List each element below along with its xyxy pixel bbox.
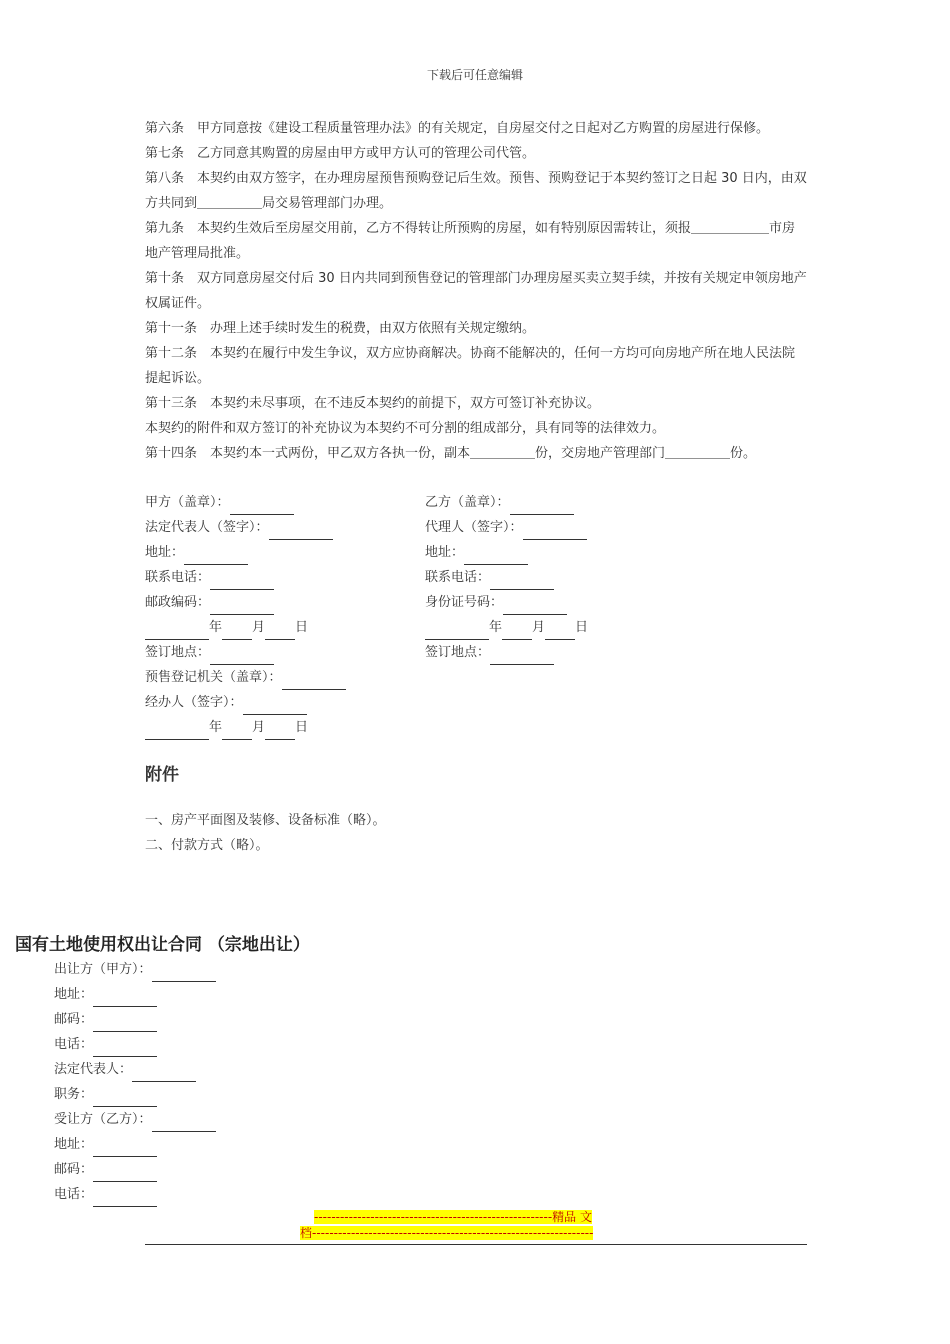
blank-line <box>93 1140 157 1157</box>
footer-divider <box>145 1244 807 1245</box>
attachment-title: 附件 <box>145 765 179 785</box>
clause-attachments-validity: 本契约的附件和双方签订的补充协议为本契约不可分割的组成部分，具有同等的法律效力。 <box>145 421 666 436</box>
blank-line <box>145 723 209 740</box>
party-b-phone: 联系电话： <box>425 565 554 590</box>
attachment-item: 二、付款方式（略）。 <box>145 838 269 853</box>
blank-line <box>152 1115 216 1132</box>
party-b-sign-place: 签订地点： <box>425 640 554 665</box>
party-a-date: 年 月 日 <box>145 615 308 640</box>
blank-line <box>152 965 216 982</box>
signature-row <box>145 665 807 690</box>
blank-line <box>93 1090 157 1107</box>
signature-row <box>145 715 807 740</box>
party-b-id-number: 身份证号码： <box>425 590 567 615</box>
party-a-sign-place: 签订地点： <box>145 640 274 665</box>
land-contract-title: 国有土地使用权出让合同 （宗地出让） <box>15 935 310 955</box>
clause-13: 第十三条 本契约未尽事项，在不违反本契约的前提下，双方可签订补充协议。 <box>145 396 601 411</box>
clause-9: 第九条 本契约生效后至房屋交用前，乙方不得转让所预购的房屋，如有特别原因需转让，须报＿＿＿＿＿＿市房地产管理局批准。 <box>145 221 796 261</box>
blank-line <box>222 723 252 740</box>
blank-line <box>93 1015 157 1032</box>
blank-line <box>222 623 252 640</box>
party-a-address: 地址： <box>145 540 248 565</box>
clause-7: 第七条 乙方同意其购置的房屋由甲方或甲方认可的管理公司代管。 <box>145 146 536 161</box>
clause-8: 第八条 本契约由双方签字，在办理房屋预售预购登记后生效。预售、预购登记于本契约签订之日起 30 日内，由双方共同到＿＿＿＿＿局交易管理部门办理。 <box>145 171 807 211</box>
party-a-postcode: 邮政编码： <box>145 590 274 615</box>
presale-registration-org: 预售登记机关（盖章）： <box>145 665 346 690</box>
blank-line <box>93 1040 157 1057</box>
blank-line <box>93 990 157 1007</box>
blank-line <box>510 498 574 515</box>
field-postcode: 邮码： <box>54 1157 216 1182</box>
blank-line <box>243 698 307 715</box>
blank-line <box>145 623 209 640</box>
party-a-legal-rep: 法定代表人（签字）： <box>145 515 333 540</box>
blank-line <box>490 648 554 665</box>
signature-row <box>145 690 807 715</box>
party-b-agent: 代理人（签字）： <box>425 515 587 540</box>
field-phone: 电话： <box>54 1182 216 1207</box>
clause-12: 第十二条 本契约在履行中发生争议，双方应协商解决。协商不能解决的，任何一方均可向房地产所在地人民法院提起诉讼。 <box>145 346 796 386</box>
contract-clauses <box>145 116 807 466</box>
clause-10: 第十条 双方同意房屋交付后 30 日内共同到预售登记的管理部门办理房屋买卖立契手续，并按有关规定申领房地产权属证件。 <box>145 271 807 311</box>
attachment-item: 一、房产平面图及装修、设备标准（略）。 <box>145 813 386 828</box>
field-phone: 电话： <box>54 1032 216 1057</box>
footer-banner-line: 档----------------------------------------------------------------- <box>300 1226 594 1240</box>
party-b-seal: 乙方（盖章）： <box>425 490 574 515</box>
party-b-date: 年 月 日 <box>425 615 588 640</box>
blank-line <box>502 623 532 640</box>
signature-row <box>145 640 807 665</box>
blank-line <box>282 673 346 690</box>
land-contract-fields <box>54 957 216 1207</box>
signature-row <box>145 490 807 515</box>
footer-banner <box>300 1209 650 1241</box>
clause-6: 第六条 甲方同意按《建设工程质量管理办法》的有关规定，自房屋交付之日起对乙方购置的房屋进行保修。 <box>145 121 770 136</box>
blank-line <box>210 598 274 615</box>
field-transferee: 受让方（乙方）： <box>54 1107 216 1132</box>
signature-row <box>145 615 807 640</box>
signature-row <box>145 540 807 565</box>
blank-line <box>425 623 489 640</box>
clause-14: 第十四条 本契约本一式两份，甲乙双方各执一份，副本＿＿＿＿＿份，交房地产管理部门＿＿＿＿＿份。 <box>145 446 757 461</box>
blank-line <box>265 723 295 740</box>
field-postcode: 邮码： <box>54 1007 216 1032</box>
clause-11: 第十一条 办理上述手续时发生的税费，由双方依照有关规定缴纳。 <box>145 321 536 336</box>
party-b-address: 地址： <box>425 540 528 565</box>
blank-line <box>269 523 333 540</box>
blank-line <box>93 1165 157 1182</box>
field-address: 地址： <box>54 1132 216 1157</box>
signature-row <box>145 590 807 615</box>
attachment-list <box>145 808 386 858</box>
signature-row <box>145 515 807 540</box>
blank-line <box>210 573 274 590</box>
party-a-seal: 甲方（盖章）： <box>145 490 294 515</box>
party-a-phone: 联系电话： <box>145 565 274 590</box>
blank-line <box>230 498 294 515</box>
blank-line <box>132 1065 196 1082</box>
blank-line <box>503 598 567 615</box>
blank-line <box>184 548 248 565</box>
blank-line <box>464 548 528 565</box>
field-transferor: 出让方（甲方）： <box>54 957 216 982</box>
header-note: 下载后可任意编辑 <box>426 68 523 82</box>
field-address: 地址： <box>54 982 216 1007</box>
field-position: 职务： <box>54 1082 216 1107</box>
blank-line <box>210 648 274 665</box>
blank-line <box>490 573 554 590</box>
handler-signature: 经办人（签字）： <box>145 690 307 715</box>
blank-line <box>265 623 295 640</box>
handler-date: 年 月 日 <box>145 715 308 740</box>
blank-line <box>93 1190 157 1207</box>
signature-row <box>145 565 807 590</box>
footer-banner-line: -------------------------------------------------------精品 文 <box>314 1210 592 1224</box>
blank-line <box>523 523 587 540</box>
signature-section <box>145 490 807 740</box>
blank-line <box>545 623 575 640</box>
field-legal-rep: 法定代表人： <box>54 1057 216 1082</box>
